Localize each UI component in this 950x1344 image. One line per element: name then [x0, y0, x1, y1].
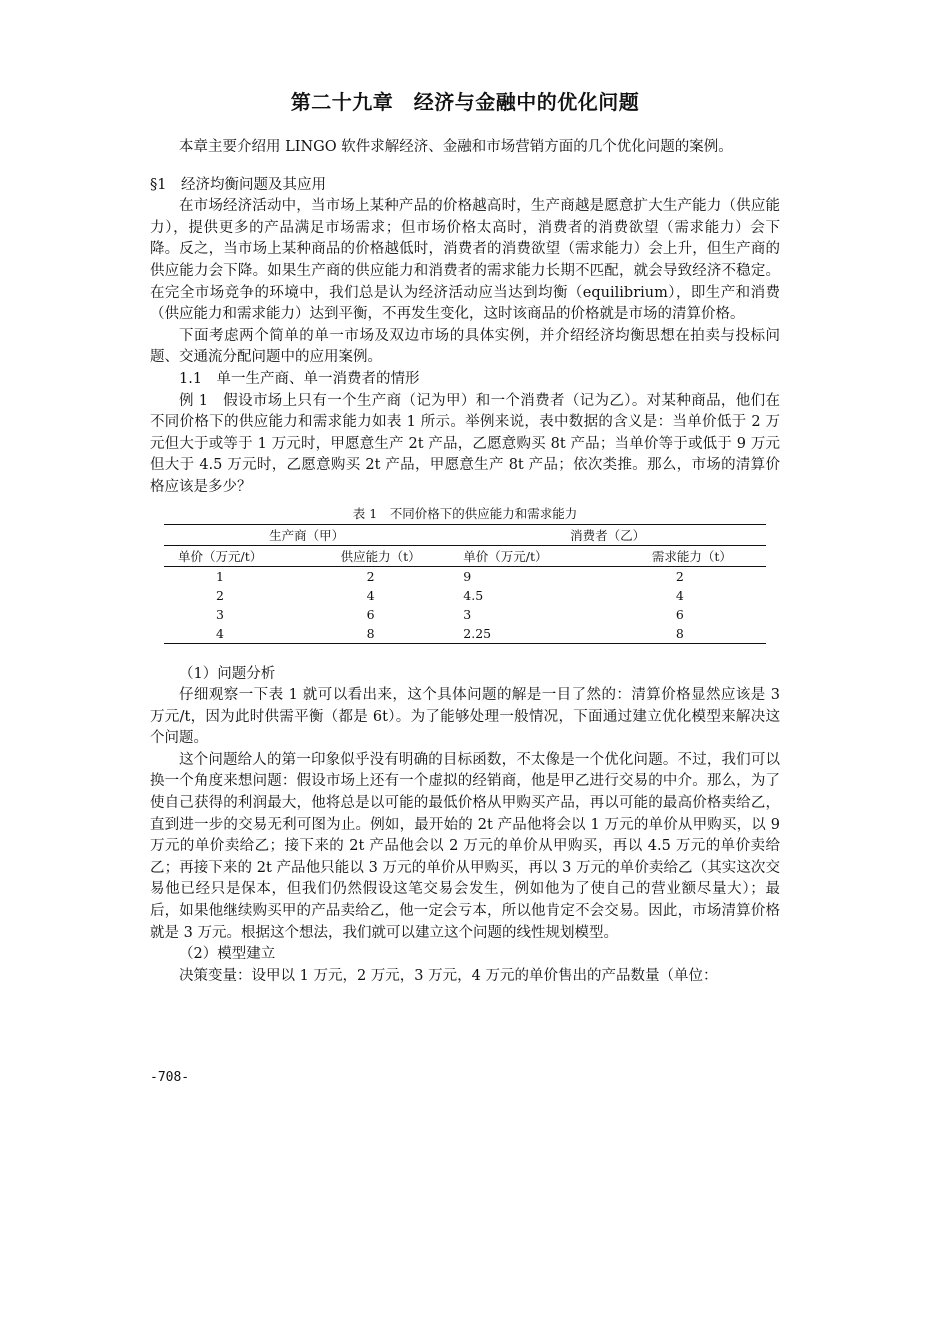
cell-demand: 2	[675, 568, 684, 584]
table-1	[150, 505, 766, 644]
subsection-heading: 1.1 单一生产商、单一消费者的情形	[179, 370, 420, 387]
page-number: -708-	[150, 1070, 190, 1085]
intro-paragraph: 本章主要介绍用 LINGO 软件求解经济、金融和市场营销方面的几个优化问题的案例。	[179, 139, 733, 155]
table-row	[164, 566, 766, 586]
cell-demand: 6	[675, 606, 684, 622]
cell-supply: 6	[366, 606, 375, 622]
cell-price: 1	[216, 568, 224, 584]
analysis-heading: （1）问题分析	[179, 665, 276, 682]
cell-price: 4.5	[463, 587, 484, 603]
table-row	[164, 624, 766, 644]
chapter-title: 第二十九章 经济与金融中的优化问题	[290, 90, 640, 114]
table-row	[164, 605, 766, 624]
cell-supply: 2	[366, 568, 375, 584]
header-supply: 供应能力（t）	[283, 545, 450, 566]
section-paragraph-2: 下面考虑两个简单的单一市场及双边市场的具体实例，并介绍经济均衡思想在拍卖与投标问题、交通流分配问题中的应用案例。	[150, 327, 780, 366]
table-row	[164, 586, 766, 605]
header-producer-price: 单价（万元/t）	[164, 545, 283, 566]
table-group-row	[164, 524, 766, 545]
section-heading: §1 经济均衡问题及其应用	[150, 176, 326, 193]
cell-demand: 8	[568, 624, 766, 644]
cell-price: 9	[463, 568, 472, 584]
cell-price: 4	[164, 624, 283, 644]
group-consumer: 消费者（乙）	[449, 524, 766, 545]
model-heading: （2）模型建立	[179, 946, 276, 963]
model-paragraph-1: 决策变量：设甲以 1 万元，2 万元，3 万元，4 万元的单价售出的产品数量（单位：	[179, 967, 718, 984]
supply-demand-table	[164, 524, 766, 644]
header-demand: 需求能力（t）	[568, 545, 766, 566]
cell-demand: 4	[675, 587, 684, 603]
group-producer: 生产商（甲）	[164, 524, 449, 545]
cell-price: 3	[463, 606, 472, 622]
page-body	[150, 86, 780, 987]
cell-supply: 8	[283, 624, 450, 644]
cell-price: 3	[216, 606, 224, 622]
cell-price: 2.25	[449, 624, 568, 644]
example-paragraph: 例 1 假设市场上只有一个生产商（记为甲）和一个消费者（记为乙）。对某种商品，他们在不同价格下的供应能力和需求能力如表 1 所示。举例来说，表中数据的含义是：当单价低于 2 万元但大于或等于 1 万元时，甲愿意生产 2t 产品，乙愿意购买 8t 产品；当单价等于或低于 9 万元但大于 4.5 万元时，乙愿意购买 2t 产品，甲愿意生产 8t 产品；依次类推。那么，市场的清算价格应该是多少？	[150, 392, 780, 495]
table-caption: 表 1 不同价格下的供应能力和需求能力	[352, 505, 578, 521]
cell-price: 2	[216, 587, 224, 603]
section-paragraph-1: 在市场经济活动中，当市场上某种产品的价格越高时，生产商越是愿意扩大生产能力（供应能力），提供更多的产品满足市场需求；但市场价格太高时，消费者的消费欲望（需求能力）会下降。反之，当市场上某种商品的价格越低时，消费者的消费欲望（需求能力）会上升，但生产商的供应能力会下降。如果生产商的供应能力和消费者的需求能力长期不匹配，就会导致经济不稳定。在完全市场竞争的环境中，我们总是认为经济活动应当达到均衡（equilibrium），即生产和消费（供应能力和需求能力）达到平衡，不再发生变化，这时该商品的价格就是市场的清算价格。	[150, 198, 780, 323]
analysis-paragraph-1: 仔细观察一下表 1 就可以看出来，这个具体问题的解是一目了然的：清算价格显然应该是 3 万元/t，因为此时供需平衡（都是 6t）。为了能够处理一般情况，下面通过建立优化模型来解决这个问题。	[150, 687, 780, 747]
table-header-row	[164, 545, 766, 566]
header-consumer-price: 单价（万元/t）	[449, 545, 568, 566]
cell-supply: 4	[366, 587, 375, 603]
analysis-paragraph-2: 这个问题给人的第一印象似乎没有明确的目标函数，不太像是一个优化问题。不过，我们可以换一个角度来想问题：假设市场上还有一个虚拟的经销商，他是甲乙进行交易的中介。那么，为了使自己获得的利润最大，他将总是以可能的最低价格从甲购买产品，再以可能的最高价格卖给乙，直到进一步的交易无利可图为止。例如，最开始的 2t 产品他将会以 1 万元的单价从甲购买，以 9 万元的单价卖给乙；接下来的 2t 产品他会以 2 万元的单价从甲购买，再以 4.5 万元的单价卖给乙；再接下来的 2t 产品他只能以 3 万元的单价从甲购买，再以 3 万元的单价卖给乙（其实这次交易他已经只是保本，但我们仍然假设这笔交易会发生，例如他为了使自己的营业额尽量大）；最后，如果他继续购买甲的产品卖给乙，他一定会亏本，所以他肯定不会交易。因此，市场清算价格就是 3 万元。根据这个想法，我们就可以建立这个问题的线性规划模型。	[150, 751, 780, 941]
